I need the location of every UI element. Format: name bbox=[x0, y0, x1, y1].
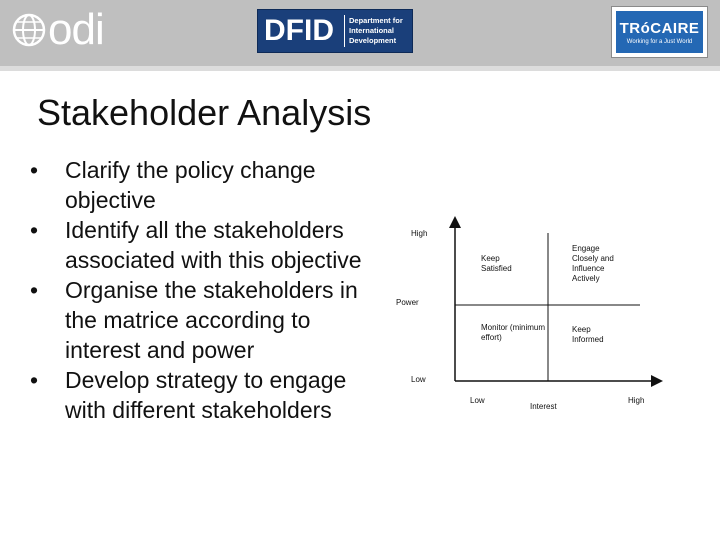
quadrant-keep-informed: Keep Informed bbox=[572, 325, 604, 344]
trocaire-logo-name: TRóCAIRE bbox=[619, 19, 700, 37]
dfid-line: International bbox=[349, 26, 395, 35]
x-low-label: Low bbox=[470, 396, 485, 405]
x-high-label: High bbox=[628, 396, 645, 405]
quadrant-monitor: Monitor (minimum effort) bbox=[481, 323, 546, 342]
trocaire-logo bbox=[611, 6, 708, 58]
dfid-logo bbox=[257, 9, 413, 53]
bullet-text: Develop strategy to engage with different stakeholders bbox=[65, 367, 347, 423]
bullet-list bbox=[28, 155, 388, 425]
quadrant-keep-satisfied: Keep Satisfied bbox=[481, 254, 512, 273]
bullet-item bbox=[28, 275, 388, 365]
slide-title: Stakeholder Analysis bbox=[37, 92, 372, 133]
dfid-line: Department for bbox=[349, 16, 403, 25]
bullet-text: Clarify the policy change objective bbox=[65, 157, 316, 213]
bullet-marker: • bbox=[30, 277, 39, 303]
dfid-divider bbox=[344, 15, 345, 47]
dfid-line: Development bbox=[349, 36, 397, 45]
bullet-marker: • bbox=[30, 217, 39, 243]
x-axis-label: Interest bbox=[530, 402, 557, 411]
trocaire-logo-panel bbox=[616, 11, 703, 53]
bullet-item bbox=[28, 365, 388, 425]
bullet-text: Identify all the stakeholders associated with this objective bbox=[65, 217, 362, 273]
bullet-item bbox=[28, 215, 388, 275]
bullet-marker: • bbox=[30, 367, 39, 393]
y-high-label: High bbox=[411, 229, 428, 238]
quadrant-engage-closely: Engage Closely and Influence Actively bbox=[572, 244, 614, 283]
dfid-department-name bbox=[349, 16, 403, 46]
globe-icon bbox=[12, 13, 46, 47]
y-low-label: Low bbox=[411, 375, 426, 384]
dfid-logo-text: DFID bbox=[264, 14, 334, 47]
header-bar bbox=[0, 0, 720, 66]
trocaire-logo-tagline: Working for a Just World bbox=[626, 38, 693, 45]
header-divider bbox=[0, 66, 720, 71]
bullet-text: Organise the stakeholders in the matrice according to interest and power bbox=[65, 277, 358, 363]
odi-logo-text: odi bbox=[48, 5, 104, 54]
bullet-item bbox=[28, 155, 388, 215]
bullet-marker: • bbox=[30, 157, 39, 183]
odi-logo bbox=[12, 6, 104, 54]
y-axis-label: Power bbox=[396, 298, 419, 307]
